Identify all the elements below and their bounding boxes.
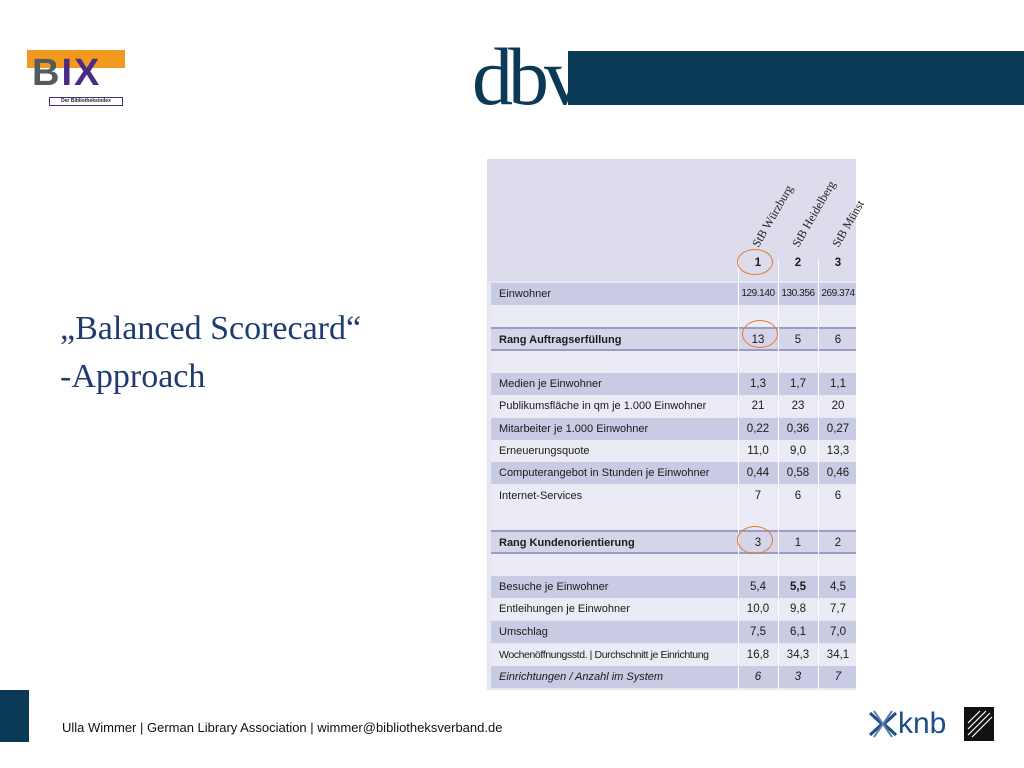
column-divider [778,259,779,690]
table-row [491,373,856,395]
table-row [491,327,856,351]
cell: 13,3 [826,445,850,457]
highlight-circle-auftrag [742,320,778,348]
table-row-spacer [491,554,856,576]
row-label: Internet-Services [499,490,583,502]
highlight-circle-rank [737,249,773,275]
cell: 1,7 [790,378,806,390]
cell: 0,58 [786,467,810,479]
rank-3: 3 [834,257,842,269]
table-row [491,462,856,484]
table-row [491,644,856,666]
cell: 7,5 [750,626,766,638]
table-row [491,530,856,554]
highlight-circle-kunden [737,526,773,554]
bix-logo-letters [32,53,101,93]
cell: 5 [794,334,802,346]
cell: 1,1 [830,378,846,390]
row-label: Entleihungen je Einwohner [499,603,630,615]
row-label: Besuche je Einwohner [499,581,609,593]
row-label: Publikumsfläche in qm je 1.000 Einwohner [499,400,707,412]
cell: 1 [794,537,802,549]
footer-accent-bar [0,690,29,742]
cell: 7 [834,671,842,683]
cell: 6 [794,490,802,502]
column-divider [738,259,739,690]
table-row [491,283,856,305]
table-row [491,395,856,417]
table-row [491,418,856,440]
row-label: Einwohner [499,288,551,300]
column-name-1: StB Würzburg [749,182,796,250]
row-label: Computerangebot in Stunden je Einwohner [499,467,710,479]
table-row-spacer [491,305,856,327]
bix-logo-b: B [32,52,62,94]
column-divider [818,259,819,690]
ranking-table [487,159,867,690]
cell: 0,22 [746,423,770,435]
table-row [491,598,856,620]
rank-header-row [491,252,856,276]
slide-title [60,305,361,401]
slide-title-line-2: -Approach [60,358,206,395]
table-row [491,576,856,598]
row-label: Medien je Einwohner [499,378,602,390]
cell: 6 [754,671,762,683]
row-label: Mitarbeiter je 1.000 Einwohner [499,423,649,435]
bix-logo-subtitle: Der Bibliotheksindex [49,97,123,106]
table-row-spacer [491,507,856,529]
footer-credits: Ulla Wimmer | German Library Association | wimmer@bibliotheksverband.de [62,720,503,735]
slide-title-line-1: „Balanced Scorecard“ [60,310,362,347]
cell: 4,5 [830,581,846,593]
cell: 11,0 [747,445,769,457]
cell: 0,44 [746,467,770,479]
table-row [491,440,856,462]
rank-1: 1 [754,257,762,269]
cell: 5,4 [750,581,766,593]
cell: 0,27 [826,423,850,435]
cell: 129.140 [741,288,775,299]
cell: 20 [831,400,845,412]
cell: 9,8 [790,603,806,615]
row-label: Erneuerungsquote [499,445,590,457]
header-bar [568,51,1024,105]
row-label: Wochenöffnungsstd. | Durchschnitt je Einrichtung [499,649,709,661]
row-label: Rang Auftragserfüllung [499,334,622,346]
rank-2: 2 [794,257,802,269]
bix-logo-ix: IX [61,52,102,94]
cell: 13 [751,334,765,346]
cell: 10,0 [746,603,770,615]
cell: 7,7 [830,603,846,615]
book-stack-icon [964,707,994,741]
table-row [491,621,856,643]
cell: 0,36 [786,423,810,435]
cell: 6 [834,334,842,346]
table-row-spacer [491,351,856,373]
cell: 6,1 [790,626,806,638]
cell: 7 [754,490,762,502]
column-name-3: StB Münst [829,197,867,250]
table-row [491,485,856,507]
cell: 2 [834,537,842,549]
row-label: Rang Kundenorientierung [499,537,635,549]
cell: 34,1 [826,649,850,661]
cell: 16,8 [746,649,770,661]
row-label: Einrichtungen / Anzahl im System [499,671,664,683]
cell: 23 [791,400,805,412]
column-name-2: StB Heidelberg [789,178,839,250]
table-row [491,666,856,688]
cell: 6 [834,490,842,502]
cell: 34,3 [786,649,810,661]
cell: 5,5 [790,581,806,593]
knb-logo [868,706,998,742]
cell: 269.374 [821,288,855,299]
cell: 21 [751,400,765,412]
cell: 3 [794,671,802,683]
bix-logo [27,50,127,108]
cell: 7,0 [830,626,846,638]
cell: 0,46 [826,467,850,479]
cell: 9,0 [790,445,806,457]
dbv-logo: dbv [472,31,580,122]
knb-swirl-icon [868,707,898,741]
cell: 3 [754,537,762,549]
knb-logo-text: knb [898,707,947,740]
cell: 130.356 [781,288,815,299]
cell: 1,3 [750,378,766,390]
row-label: Umschlag [499,626,548,638]
